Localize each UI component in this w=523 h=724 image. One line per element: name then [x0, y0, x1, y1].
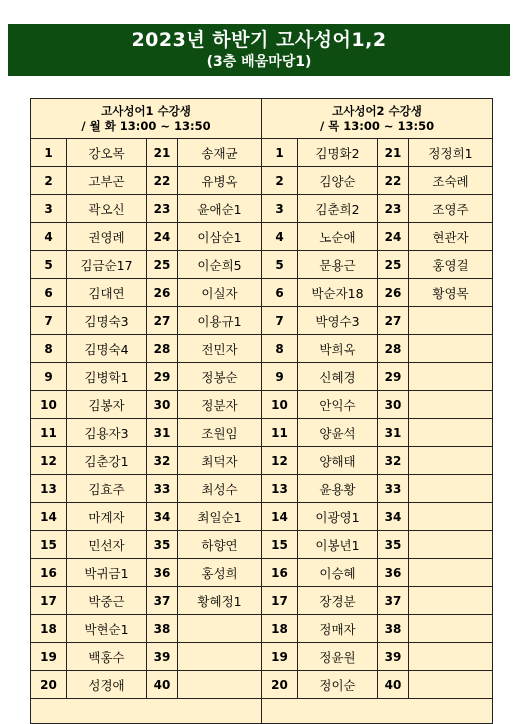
student-number: 8: [262, 335, 298, 363]
student-name: 박중근: [67, 587, 147, 615]
student-name: 최덕자: [178, 447, 262, 475]
student-number: 17: [262, 587, 298, 615]
student-name: [409, 307, 493, 335]
student-number: 13: [31, 475, 67, 503]
student-name: 백홍수: [67, 643, 147, 671]
student-name: 김명숙4: [67, 335, 147, 363]
student-number: 21: [378, 139, 409, 167]
student-number: 35: [147, 531, 178, 559]
student-name: 홍성희: [178, 559, 262, 587]
page-title: 2023년 하반기 고사성어1,2: [131, 29, 387, 51]
table-row: [31, 447, 262, 475]
student-name: 김춘강1: [67, 447, 147, 475]
student-name: 김대연: [67, 279, 147, 307]
student-number: 21: [147, 139, 178, 167]
student-name: 윤용황: [298, 475, 378, 503]
student-number: 18: [31, 615, 67, 643]
student-number: 22: [378, 167, 409, 195]
student-number: 15: [31, 531, 67, 559]
student-number: 37: [147, 587, 178, 615]
student-number: 33: [378, 475, 409, 503]
table-row: [262, 447, 493, 475]
student-number: 14: [31, 503, 67, 531]
student-name: [409, 447, 493, 475]
table-row: [31, 671, 262, 699]
student-number: 17: [31, 587, 67, 615]
table-row: [262, 419, 493, 447]
student-number: 15: [262, 531, 298, 559]
student-name: 권영례: [67, 223, 147, 251]
table-row: [31, 391, 262, 419]
student-number: 24: [378, 223, 409, 251]
student-name: 조숙례: [409, 167, 493, 195]
student-name: 이삼순1: [178, 223, 262, 251]
roster-footer-row: [31, 699, 262, 724]
student-number: 31: [147, 419, 178, 447]
student-name: 민선자: [67, 531, 147, 559]
roster-table-class2: [261, 98, 493, 724]
student-number: 34: [378, 503, 409, 531]
student-name: [409, 531, 493, 559]
student-number: 12: [31, 447, 67, 475]
roster-footer-cell: [262, 699, 493, 724]
student-name: 유병옥: [178, 167, 262, 195]
table-row: [262, 643, 493, 671]
table-row: [262, 363, 493, 391]
roster-footer-row: [262, 699, 493, 724]
student-number: 19: [262, 643, 298, 671]
table-row: [262, 195, 493, 223]
student-number: 37: [378, 587, 409, 615]
table-row: [31, 251, 262, 279]
student-name: [409, 643, 493, 671]
student-name: 이봉년1: [298, 531, 378, 559]
student-name: 하향연: [178, 531, 262, 559]
student-name: [409, 587, 493, 615]
student-name: 정봉순: [178, 363, 262, 391]
roster-header-cell: [262, 99, 493, 139]
student-name: 김봉자: [67, 391, 147, 419]
student-name: [409, 671, 493, 699]
student-name: 정분자: [178, 391, 262, 419]
student-number: 7: [31, 307, 67, 335]
table-row: [262, 615, 493, 643]
student-name: 박귀금1: [67, 559, 147, 587]
student-number: 11: [262, 419, 298, 447]
roster-footer-cell: [31, 699, 262, 724]
student-name: 이승혜: [298, 559, 378, 587]
student-number: 6: [262, 279, 298, 307]
student-name: 홍영걸: [409, 251, 493, 279]
student-number: 5: [262, 251, 298, 279]
student-name: [409, 335, 493, 363]
student-number: 39: [147, 643, 178, 671]
student-name: [409, 391, 493, 419]
student-name: 정매자: [298, 615, 378, 643]
roster-schedule: / 목 13:00 ~ 13:50: [319, 119, 435, 133]
table-row: [262, 167, 493, 195]
student-name: 양해태: [298, 447, 378, 475]
student-name: 곽오신: [67, 195, 147, 223]
student-name: 조영주: [409, 195, 493, 223]
student-number: 28: [378, 335, 409, 363]
table-row: [262, 391, 493, 419]
student-number: 16: [262, 559, 298, 587]
table-row: [262, 671, 493, 699]
student-number: 23: [147, 195, 178, 223]
student-number: 9: [31, 363, 67, 391]
table-row: [31, 559, 262, 587]
student-number: 32: [147, 447, 178, 475]
student-name: [178, 643, 262, 671]
roster-title: 고사성어1 수강생: [101, 104, 191, 118]
student-name: 김병학1: [67, 363, 147, 391]
student-number: 26: [378, 279, 409, 307]
student-number: 18: [262, 615, 298, 643]
table-row: [262, 559, 493, 587]
student-name: [409, 615, 493, 643]
student-number: 24: [147, 223, 178, 251]
student-name: 안익수: [298, 391, 378, 419]
student-name: [178, 671, 262, 699]
student-number: 27: [147, 307, 178, 335]
table-row: [262, 503, 493, 531]
student-name: 송재균: [178, 139, 262, 167]
roster-header: [31, 99, 262, 139]
table-row: [31, 139, 262, 167]
student-name: 박희옥: [298, 335, 378, 363]
student-number: 20: [31, 671, 67, 699]
table-row: [31, 195, 262, 223]
student-name: [409, 419, 493, 447]
student-number: 30: [378, 391, 409, 419]
table-row: [262, 587, 493, 615]
student-number: 36: [147, 559, 178, 587]
table-row: [31, 503, 262, 531]
student-number: 36: [378, 559, 409, 587]
table-row: [31, 279, 262, 307]
student-name: 문용근: [298, 251, 378, 279]
table-row: [262, 307, 493, 335]
student-number: 1: [262, 139, 298, 167]
student-name: 정윤원: [298, 643, 378, 671]
student-name: 이광영1: [298, 503, 378, 531]
roster-title: 고사성어2 수강생: [332, 104, 422, 118]
student-number: 4: [262, 223, 298, 251]
student-name: 김양순: [298, 167, 378, 195]
student-name: 고부곤: [67, 167, 147, 195]
student-number: 29: [147, 363, 178, 391]
table-row: [31, 475, 262, 503]
student-number: 39: [378, 643, 409, 671]
page-subtitle: (3층 배움마당1): [206, 54, 312, 70]
table-row: [31, 167, 262, 195]
student-name: 최일순1: [178, 503, 262, 531]
student-number: 38: [378, 615, 409, 643]
student-name: 조원임: [178, 419, 262, 447]
student-name: 김용자3: [67, 419, 147, 447]
table-row: [31, 531, 262, 559]
student-name: [409, 503, 493, 531]
table-row: [31, 363, 262, 391]
student-number: 4: [31, 223, 67, 251]
table-row: [262, 251, 493, 279]
table-row: [262, 475, 493, 503]
table-row: [262, 279, 493, 307]
student-number: 3: [31, 195, 67, 223]
student-number: 9: [262, 363, 298, 391]
roster-header-cell: [31, 99, 262, 139]
student-number: 19: [31, 643, 67, 671]
student-name: [409, 559, 493, 587]
table-row: [31, 419, 262, 447]
student-name: 정이순: [298, 671, 378, 699]
student-name: 신혜경: [298, 363, 378, 391]
student-name: 마계자: [67, 503, 147, 531]
table-row: [262, 139, 493, 167]
student-number: 25: [378, 251, 409, 279]
student-name: 정정희1: [409, 139, 493, 167]
student-number: 8: [31, 335, 67, 363]
student-number: 3: [262, 195, 298, 223]
title-banner: [8, 24, 510, 76]
roster-table-class1: [30, 98, 262, 724]
student-name: 이실자: [178, 279, 262, 307]
student-number: 7: [262, 307, 298, 335]
student-name: [409, 363, 493, 391]
student-number: 6: [31, 279, 67, 307]
student-name: 황혜정1: [178, 587, 262, 615]
table-row: [31, 587, 262, 615]
student-name: 성경애: [67, 671, 147, 699]
student-number: 16: [31, 559, 67, 587]
student-number: 40: [378, 671, 409, 699]
table-row: [31, 335, 262, 363]
student-number: 27: [378, 307, 409, 335]
student-number: 2: [31, 167, 67, 195]
student-name: 장경분: [298, 587, 378, 615]
student-name: 윤애순1: [178, 195, 262, 223]
student-name: 최성수: [178, 475, 262, 503]
roster-schedule: / 월 화 13:00 ~ 13:50: [81, 119, 211, 133]
student-name: [409, 475, 493, 503]
student-name: 박현순1: [67, 615, 147, 643]
student-number: 31: [378, 419, 409, 447]
student-number: 10: [262, 391, 298, 419]
student-number: 5: [31, 251, 67, 279]
student-name: 박영수3: [298, 307, 378, 335]
student-number: 13: [262, 475, 298, 503]
student-number: 1: [31, 139, 67, 167]
student-number: 10: [31, 391, 67, 419]
student-name: [178, 615, 262, 643]
student-name: 김명숙3: [67, 307, 147, 335]
student-number: 11: [31, 419, 67, 447]
table-row: [31, 615, 262, 643]
student-number: 14: [262, 503, 298, 531]
table-row: [262, 335, 493, 363]
student-name: 이용규1: [178, 307, 262, 335]
student-number: 32: [378, 447, 409, 475]
student-name: 박순자18: [298, 279, 378, 307]
student-number: 25: [147, 251, 178, 279]
student-name: 김금순17: [67, 251, 147, 279]
student-number: 29: [378, 363, 409, 391]
student-name: 김명화2: [298, 139, 378, 167]
student-number: 34: [147, 503, 178, 531]
student-number: 2: [262, 167, 298, 195]
student-name: 현관자: [409, 223, 493, 251]
table-row: [31, 223, 262, 251]
student-name: 양윤석: [298, 419, 378, 447]
student-name: 김효주: [67, 475, 147, 503]
student-name: 이순희5: [178, 251, 262, 279]
student-name: 전민자: [178, 335, 262, 363]
student-number: 12: [262, 447, 298, 475]
student-number: 35: [378, 531, 409, 559]
roster-header: [262, 99, 493, 139]
student-number: 40: [147, 671, 178, 699]
student-number: 38: [147, 615, 178, 643]
table-row: [31, 307, 262, 335]
table-row: [262, 531, 493, 559]
student-number: 28: [147, 335, 178, 363]
student-number: 20: [262, 671, 298, 699]
student-name: 황영목: [409, 279, 493, 307]
student-number: 30: [147, 391, 178, 419]
student-name: 강오목: [67, 139, 147, 167]
table-row: [31, 643, 262, 671]
student-number: 33: [147, 475, 178, 503]
student-number: 23: [378, 195, 409, 223]
student-name: 김춘희2: [298, 195, 378, 223]
student-number: 26: [147, 279, 178, 307]
student-number: 22: [147, 167, 178, 195]
table-row: [262, 223, 493, 251]
student-name: 노순애: [298, 223, 378, 251]
